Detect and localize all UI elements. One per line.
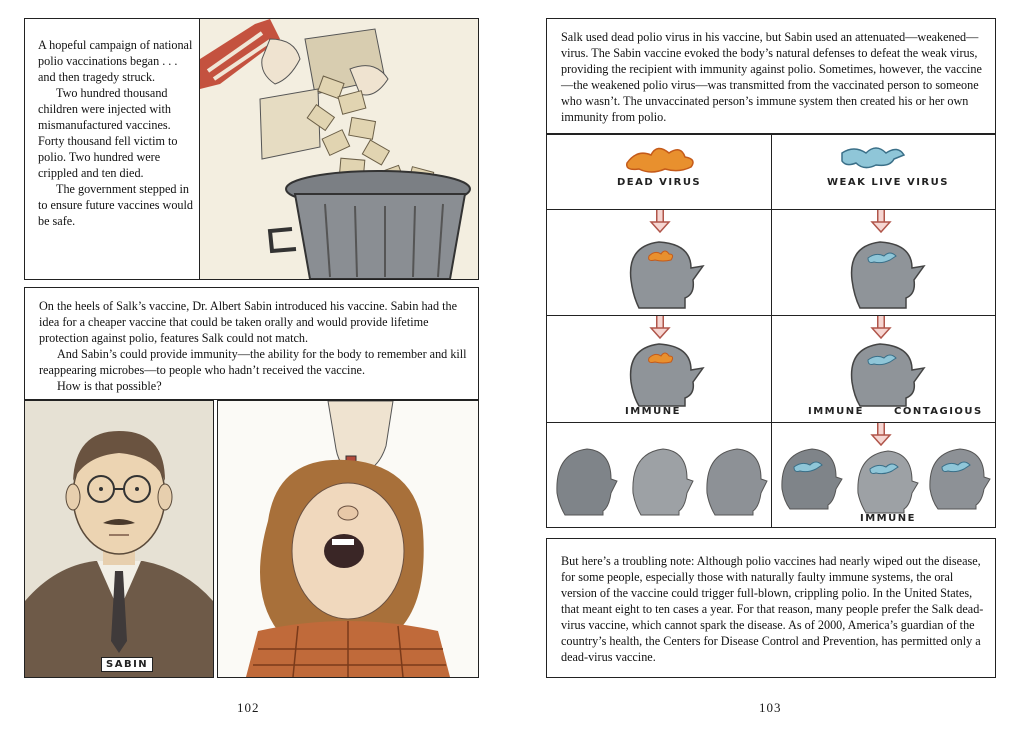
panel1-para2: Two hundred thousand children were injected with mismanufactured vaccines. Forty thousand fell victim to polio. Two hundred were crippled and ten died. [38,86,178,180]
panel2-para3: How is that possible? [57,379,162,393]
panel-oral-vaccine-child [217,400,479,678]
dead-virus-icon [547,135,771,209]
panel1-para1: A hopeful campaign of national polio vaccinations began . . . and then tragedy struck. [38,38,193,84]
panel-trash-can-illustration [199,18,479,280]
diagram-row3-left [546,315,772,423]
immune-label-bottom: IMMUNE [860,513,916,524]
immune-label-left: IMMUNE [625,406,681,417]
live-virus-icon [772,135,995,209]
page-number-left: 102 [237,700,260,715]
diagram-row4-right [771,422,996,528]
sabin-portrait-illustration [25,401,213,677]
panel2-text [39,298,469,394]
transmitted-immunity-heads [772,423,995,527]
sabin-nameplate: SABIN [101,657,153,672]
diagram-live-virus-cell [771,134,996,210]
panel-vaccine-campaign-text [24,18,200,280]
closing-text: But here’s a troubling note: Although polio vaccines had nearly wiped out the disease, for some people, especially those with naturally faulty immune systems, the oral version of the vaccine could trigger full-blown, crippling polio. In the United States, that meant eight to ten cases a year. For that reason, many people prefer the Salk dead-virus vaccine, which cannot spark the disease. As of 2000, America’s guardian of the country’s health, the Centers for Disease Control and Prevention, has permitted only a dead-virus vaccine. [561,554,984,664]
unvaccinated-heads-left [547,423,771,527]
intro-text: Salk used dead polio virus in his vaccine, but Sabin used an attenuated—weakened—virus. The Sabin vaccine evoked the body’s natural defenses to defeat the weak virus, providing the recipient with immunity against polio. Sometimes, however, the vaccine—the weakened polio virus—was transmitted from the vaccinated person to someone who wasn’t. The unvaccinated person’s immune system then created his or her own immunity from polio. [561,30,982,124]
vaccinated-head-dead-virus [547,210,771,315]
diagram-row2-right [771,209,996,316]
panel2-para2: And Sabin’s could provide immunity—the ability for the body to remember and kill reappearing microbes—to people who hadn’t received the vaccine. [39,347,467,377]
panel1-text [38,37,193,229]
panel1-para3: The government stepped in to ensure future vaccines would be safe. [38,182,193,228]
panel-salk-sabin-comparison-text [546,18,996,134]
panel-troubling-note-text [546,538,996,678]
dead-virus-label: DEAD VIRUS [617,177,702,188]
contagious-label: CONTAGIOUS [894,406,983,417]
panel-sabin-portrait [24,400,214,678]
diagram-row2-left [546,209,772,316]
vaccinated-head-live-virus [772,210,995,315]
child-oral-vaccine-illustration [218,401,478,677]
immune-label-right: IMMUNE [808,406,864,417]
vaccine-boxes-trash-illustration [200,19,478,279]
diagram-dead-virus-cell [546,134,772,210]
live-virus-label: WEAK LIVE VIRUS [827,177,949,188]
page-number-right: 103 [759,700,782,715]
panel-sabin-intro-text [24,287,479,400]
diagram-row3-right [771,315,996,423]
panel2-para1: On the heels of Salk’s vaccine, Dr. Albert Sabin introduced his vaccine. Sabin had the idea for a cheaper vaccine that could be taken orally and would provide lifetime protection against polio, features Salk could not match. [39,299,457,345]
diagram-row4-left [546,422,772,528]
